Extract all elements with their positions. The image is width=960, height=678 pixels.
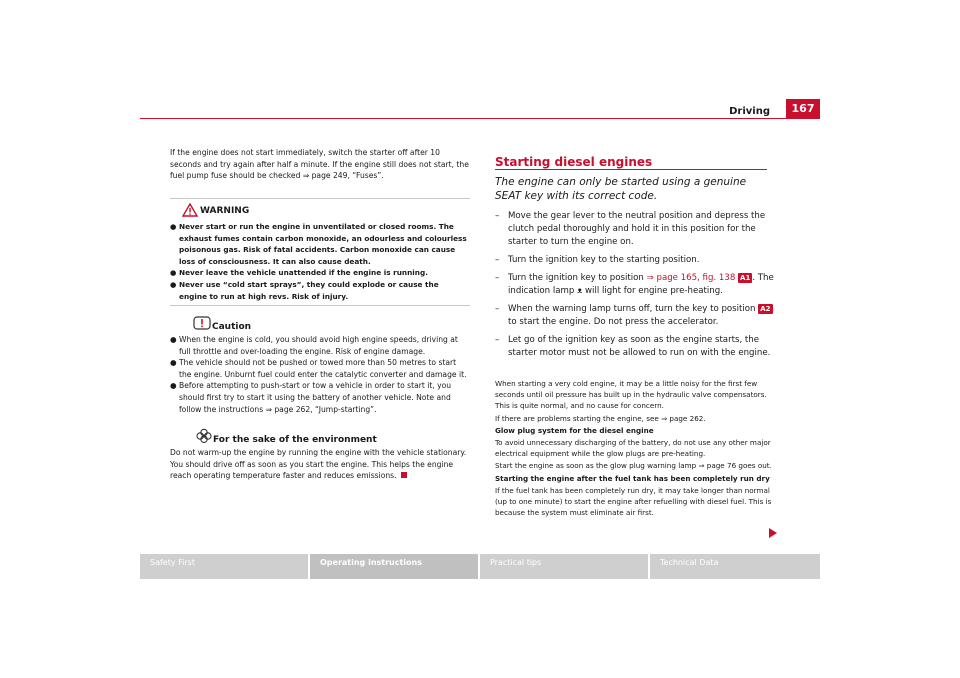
warning-item: ● Never use “cold start sprays”, they could explode or cause the engine to run at high revs. Risk of injury.	[170, 279, 468, 302]
step-text	[508, 303, 775, 329]
note-paragraph: When starting a very cold engine, it may be a little noisy for the first few seconds until oil pressure has built up in the hydraulic valve compensators. This is quite normal, and no cause for concern.	[495, 379, 767, 411]
step-text-part: to start the engine. Do not press the accelerator.	[508, 317, 719, 327]
section-subtitle: The engine can only be started using a genuine SEAT key with its correct code.	[495, 176, 747, 202]
caution-item: ● The vehicle should not be pushed or towed more than 50 metres to start the engine. Unburnt fuel could enter the catalytic converter and damage it.	[170, 357, 470, 380]
notes-block	[495, 378, 775, 519]
footer-tab-practical-tips[interactable]	[480, 554, 648, 579]
warning-heading: WARNING	[200, 206, 250, 216]
page-number: 167	[786, 99, 820, 118]
footer-tab-label: Operating instructions	[320, 558, 422, 567]
environment-text: Do not warm-up the engine by running the engine with the vehicle stationary. You should drive off as soon as you start the engine. This helps the engine reach operating temperature faster and reduces emissions.	[170, 448, 467, 481]
step-text: Turn the ignition key to the starting position.	[508, 255, 700, 265]
glow-plug-icon: ᴥ	[577, 286, 583, 296]
position-badge-a1: A1	[740, 273, 751, 282]
caution-item: ● When the engine is cold, you should avoid high engine speeds, driving at full throttle and over-loading the engine. Risk of engine damage.	[170, 334, 470, 357]
step-text: Move the gear lever to the neutral position and depress the clutch pedal thoroughly and hold it in this position for the starter to turn the engine on.	[508, 211, 766, 247]
note-subheading: Glow plug system for the diesel engine	[495, 425, 654, 435]
step-item: – Let go of the ignition key as soon as the engine starts, the starter motor must not be allowed to run on with the engine.	[495, 334, 775, 360]
step-text-part: When the warning lamp turns off, turn the key to position	[508, 304, 759, 314]
warning-item: ● Never leave the vehicle unattended if the engine is running.	[170, 268, 428, 278]
note-paragraph: If there are problems starting the engine, see ⇒ page 262.	[495, 413, 706, 423]
environment-paragraph	[170, 447, 470, 482]
footer-tab-technical-data[interactable]	[650, 554, 820, 579]
footer-tab-label: Practical tips	[490, 558, 542, 567]
note-paragraph: Start the engine as soon as the glow plug warning lamp ⇒ page 76 goes out.	[495, 461, 772, 471]
end-of-section-marker	[401, 472, 407, 478]
intro-paragraph: If the engine does not start immediately, switch the starter off after 10 seconds and try again after half a minute. If the engine still does not start, the fuel pump fuse should be checked ⇒ page 249, “Fuses”.	[170, 148, 469, 181]
caution-list	[170, 334, 470, 415]
step-text-part: Turn the ignition key to position	[508, 273, 647, 283]
section-heading: Starting diesel engines	[495, 155, 653, 169]
environment-flower-icon	[196, 428, 212, 444]
page-link[interactable]: ⇒ page 165, fig. 138	[646, 273, 736, 283]
footer-tab-label: Safety First	[150, 558, 195, 567]
caution-item-text: Before attempting to push-start or tow a vehicle in order to start it, you should first try to start it using the battery of another vehicle. Note and follow the instructions ⇒ page 262, “Jump-starting”.	[179, 381, 452, 414]
warning-item-text: Never use “cold start sprays”, they could explode or cause the engine to run at high revs. Risk of injury.	[179, 279, 439, 301]
section-heading-rule	[495, 169, 767, 170]
step-text: Let go of the ignition key as soon as the engine starts, the starter motor must not be allowed to run on with the engine.	[508, 335, 771, 358]
warning-triangle-icon	[182, 203, 198, 217]
footer-tab-safety-first[interactable]	[140, 554, 308, 579]
step-text-part: . The indication lamp	[508, 273, 774, 296]
step-text-part: will light for engine pre-heating.	[582, 286, 723, 296]
note-paragraph: If the fuel tank has been completely run dry, it may take longer than normal (up to one minute) to start the engine after refuelling with diesel fuel. This is because the system must eliminate air first.	[495, 485, 772, 518]
section-title: Driving	[729, 106, 770, 117]
warning-item-text: Never start or run the engine in unventilated or closed rooms. The exhaust fumes contain carbon monoxide, an odourless and colourless poisonous gas. Risk of fatal accidents. Carbon monoxide can cause loss of consciousness. It can also cause death.	[179, 222, 467, 266]
footer-tab-operating-instructions[interactable]	[310, 554, 478, 579]
note-paragraph: To avoid unnecessary discharging of the battery, do not use any other major electrical equipment while the glow plugs are pre-heating.	[495, 438, 771, 459]
caution-icon	[193, 316, 211, 330]
caution-heading: Caution	[212, 322, 252, 332]
environment-heading: For the sake of the environment	[213, 435, 377, 445]
step-list	[495, 210, 775, 365]
caution-item-text: When the engine is cold, you should avoid high engine speeds, driving at full throttle and over-loading the engine. Risk of engine damage.	[179, 335, 458, 356]
step-item: – When the warning lamp turns off, turn the key to position A2 to start the engine. Do not press the accelerator.	[495, 303, 775, 329]
header-rule	[140, 118, 820, 119]
caution-item-text: The vehicle should not be pushed or towed more than 50 metres to start the engine. Unburnt fuel could enter the catalytic converter and damage it.	[179, 358, 467, 379]
step-item: – Move the gear lever to the neutral position and depress the clutch pedal thoroughly and hold it in this position for the starter to turn the engine on.	[495, 210, 775, 249]
warning-list	[170, 221, 468, 302]
position-badge-a2: A2	[760, 304, 771, 313]
note-subheading: Starting the engine after the fuel tank has been completely run dry	[495, 473, 770, 483]
caution-item: ● Before attempting to push-start or tow a vehicle in order to start it, you should first try to start it using the battery of another vehicle. Note and follow the instructions ⇒ page 262, “Jump-starting”.	[170, 380, 470, 415]
warning-item: ● Never start or run the engine in unventilated or closed rooms. The exhaust fumes contain carbon monoxide, an odourless and colourless poisonous gas. Risk of fatal accidents. Carbon monoxide can cause loss of consciousness. It can also cause death.	[170, 222, 467, 266]
footer-tab-label: Technical Data	[660, 558, 719, 567]
next-page-arrow-icon[interactable]	[768, 527, 778, 539]
step-item: – Turn the ignition key to the starting position.	[495, 255, 700, 265]
step-text	[508, 272, 775, 298]
warning-item-text: Never leave the vehicle unattended if the engine is running.	[179, 268, 428, 278]
step-item: – Turn the ignition key to position ⇒ page 165, fig. 138 A1 . The indication lamp ᴥ will light for engine pre-heating.	[495, 273, 774, 296]
